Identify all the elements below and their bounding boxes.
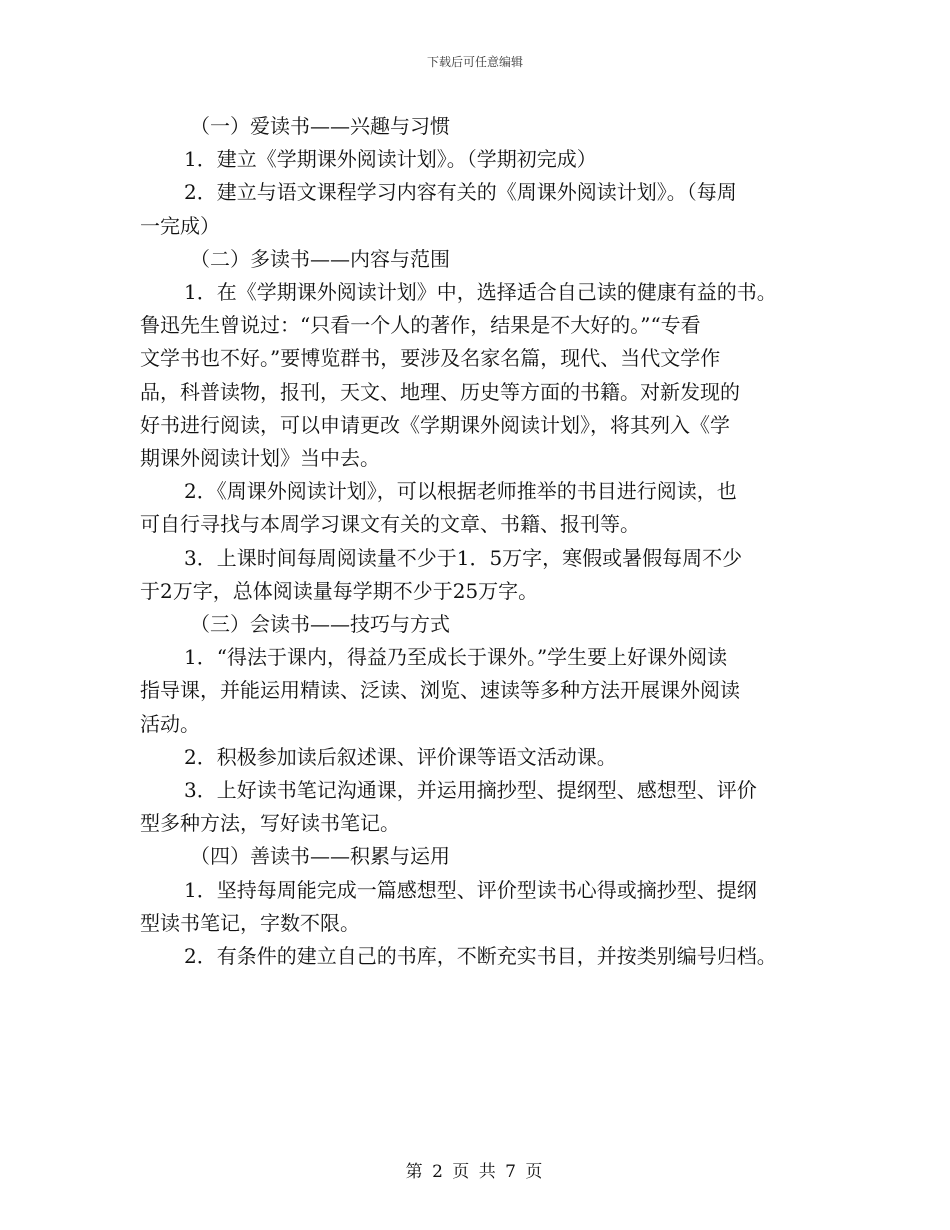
section-heading-4: （四）善读书——积累与运用 [190,844,450,869]
section-heading-3: （三）会读书——技巧与方式 [190,612,450,637]
paragraph-line: 1．“得法于课内，得益乃至成长于课外。”学生要上好课外阅读 [184,645,728,670]
paragraph-line: 于2万字，总体阅读量每学期不少于25万字。 [140,578,539,603]
paragraph-line: 2．建立与语文课程学习内容有关的《周课外阅读计划》。（每周 [184,180,737,205]
document-body [140,110,825,973]
paragraph-line: 品，科普读物，报刊，天文、地理、历史等方面的书籍。对新发现的 [140,379,740,404]
paragraph-line: 文学书也不好。”要博览群书，要涉及名家名篇，现代、当代文学作 [140,346,721,371]
paragraph-line: 型多种方法，写好读书笔记。 [140,811,400,836]
paragraph-line: 活动。 [140,711,200,736]
paragraph-line: 期课外阅读计划》当中去。 [140,446,380,471]
paragraph-line: 1．坚持每周能完成一篇感想型、评价型读书心得或摘抄型、提纲 [184,877,757,902]
section-heading-2: （二）多读书——内容与范围 [190,246,450,271]
paragraph-line: 好书进行阅读，可以申请更改《学期课外阅读计划》，将其列入《学 [140,412,730,437]
paragraph-line: 鲁迅先生曾说过：“只看一个人的著作，结果是不大好的。”“专看 [140,313,701,338]
paragraph-line: 3．上好读书笔记沟通课，并运用摘抄型、提纲型、感想型、评价 [184,778,757,803]
paragraph-line: 2．《周课外阅读计划》，可以根据老师推举的书目进行阅读，也 [184,479,737,504]
page-header: 下载后可任意编辑 [426,55,523,69]
paragraph-line: 一完成） [140,213,220,238]
page-footer: 第 2 页 共 7 页 [405,1162,545,1182]
paragraph-line: 可自行寻找与本周学习课文有关的文章、书籍、报刊等。 [140,512,640,537]
paragraph-line: 3．上课时间每周阅读量不少于1．5万字，寒假或暑假每周不少 [184,545,743,570]
paragraph-line: 1．建立《学期课外阅读计划》。（学期初完成） [184,147,597,172]
section-heading-1: （一）爱读书——兴趣与习惯 [190,114,450,138]
paragraph-line: 2．积极参加读后叙述课、评价课等语文活动课。 [184,744,617,769]
paragraph-line: 型读书笔记，字数不限。 [140,910,360,935]
paragraph-line: 1．在《学期课外阅读计划》中，选择适合自己读的健康有益的书。 [184,280,777,305]
paragraph-line: 2．有条件的建立自己的书库，不断充实书目，并按类别编号归档。 [184,944,777,969]
paragraph-line: 指导课，并能运用精读、泛读、浏览、速读等多种方法开展课外阅读 [140,678,740,703]
